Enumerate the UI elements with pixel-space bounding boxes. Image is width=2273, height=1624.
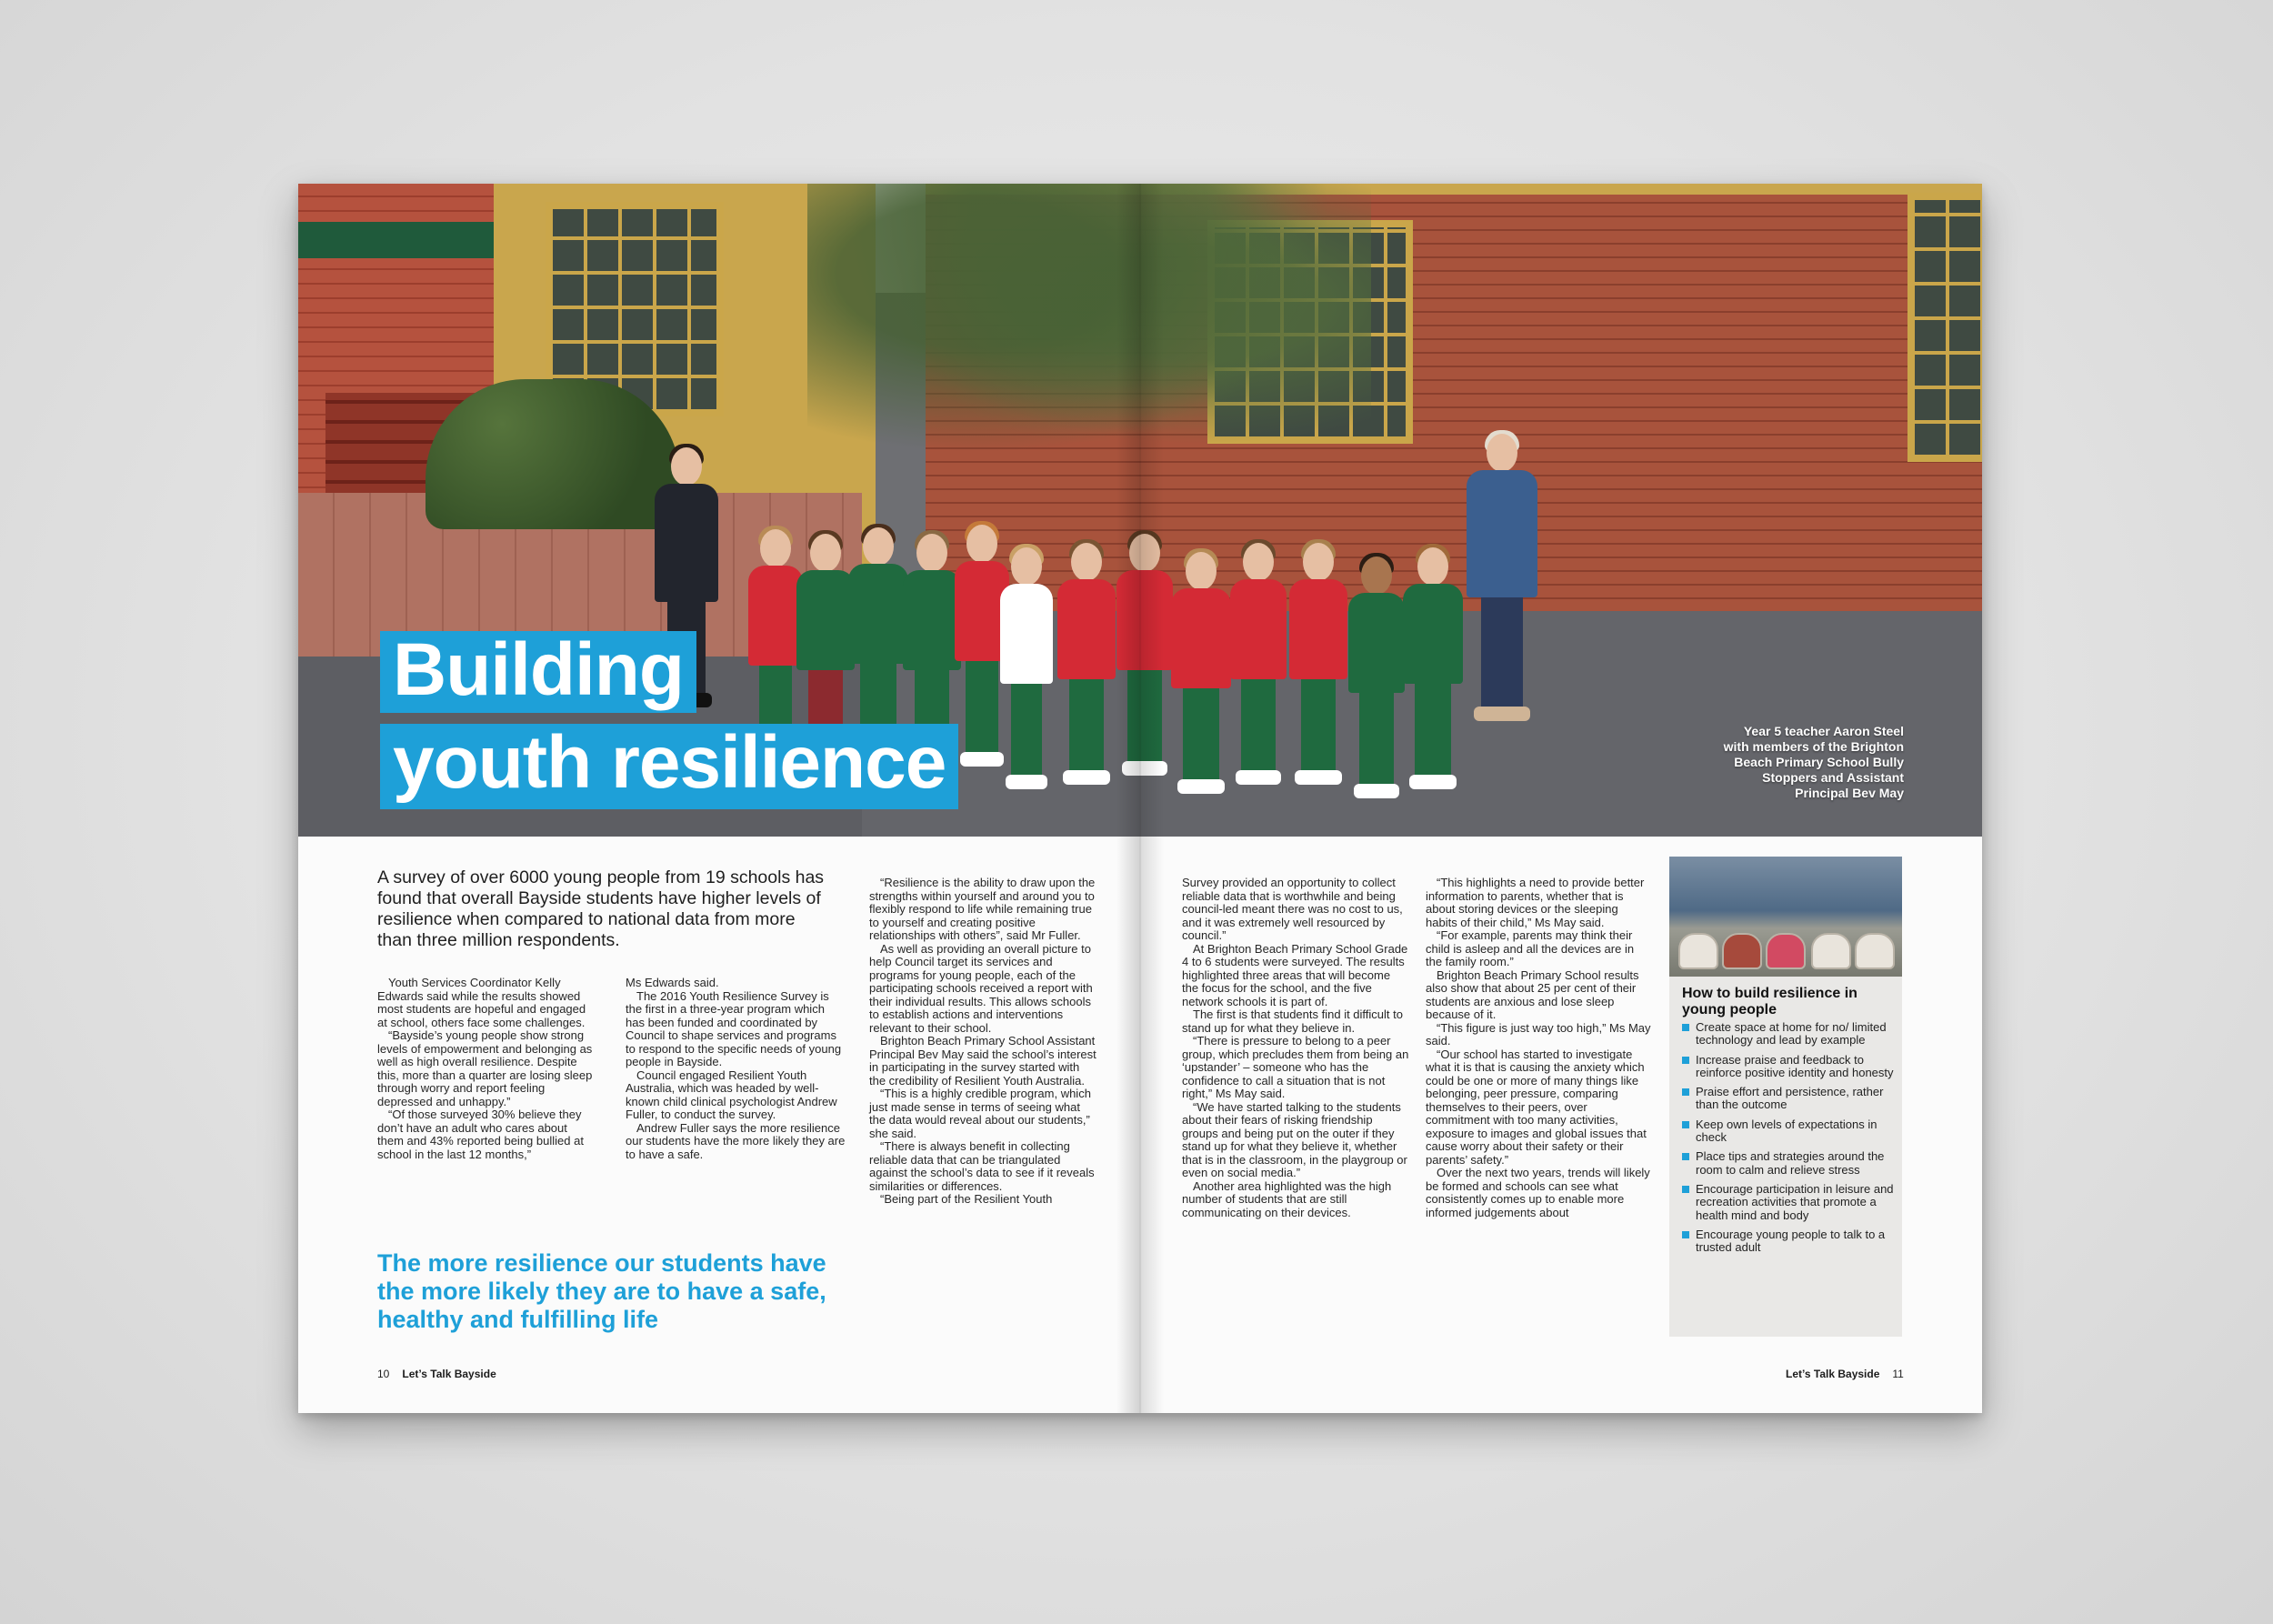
list-item [1682, 1183, 1897, 1222]
list-item [1682, 1150, 1897, 1177]
body-paragraph: “Bayside’s young people show strong levels of empowerment and belonging as well as high overall resilience. Despite this, more than a quarter are losing sleep through worry and report feeling depressed and unhappy.” [377, 1028, 593, 1108]
list-item [1682, 1021, 1897, 1048]
page-number-left: 10 [377, 1368, 390, 1380]
footer-left [377, 1368, 496, 1380]
square-bullet-icon [1682, 1153, 1689, 1160]
tips-sidebar [1669, 857, 1902, 1337]
pull-quote: The more resilience our students have the more likely they are to have a safe, healthy and fulfilling life [377, 1249, 826, 1333]
body-paragraph: Council engaged Resilient Youth Australia, which was headed by well-known child clinical psychologist Andrew Fuller, to conduct the survey. [626, 1068, 837, 1121]
sidebar-heading: How to build resilience in young people [1682, 986, 1857, 1018]
magazine-spread [298, 184, 1982, 1413]
tip-text: Encourage participation in leisure and recreation activities that promote a health mind and body [1696, 1181, 1894, 1222]
page-title-line-1: Building [380, 631, 696, 713]
body-paragraph: Over the next two years, trends will likely be formed and schools can see what consistently comes up to enable more informed judgements about [1426, 1166, 1650, 1219]
shoe-illustration [1766, 933, 1806, 969]
publication-name: Let’s Talk Bayside [402, 1368, 496, 1380]
shoe-illustration [1678, 933, 1718, 969]
square-bullet-icon [1682, 1057, 1689, 1064]
body-paragraph: “This figure is just way too high,” Ms May said. [1426, 1020, 1651, 1048]
photo-caption: Year 5 teacher Aaron Steel with members of the Brighton Beach Primary School Bully Stoppers and Assistant Principal Bev May [1723, 724, 1904, 800]
square-bullet-icon [1682, 1024, 1689, 1031]
tip-text: Keep own levels of expectations in check [1696, 1117, 1877, 1145]
list-item [1682, 1086, 1897, 1112]
photo-hedge [426, 379, 680, 529]
tip-text: Praise effort and persistence, rather than the outcome [1696, 1085, 1884, 1112]
photo-green-awning [298, 222, 494, 258]
body-paragraph: Survey provided an opportunity to collect reliable data that is worthwhile and being council-led meant there was no cost to us, and it was extremely well resourced by council.” [1182, 876, 1403, 942]
body-paragraph: “For example, parents may think their child is asleep and all the devices are in the family room.” [1426, 928, 1635, 968]
body-column-1 [377, 977, 596, 1161]
body-paragraph: “Of those surveyed 30% believe they don’t have an adult who cares about them and 43% reported being bullied at school in the last 12 months,” [377, 1108, 584, 1161]
list-item [1682, 1054, 1897, 1080]
square-bullet-icon [1682, 1088, 1689, 1096]
photo-window [1908, 193, 1982, 462]
body-paragraph: “We have started talking to the students about their fears of risking friendship groups and being put on the outer if they stand up for what they believe it, whether that is in the classroom, in the playgroup or even on social media.” [1182, 1099, 1407, 1179]
body-paragraph: Brighton Beach Primary School Assistant Principal Bev May said the school’s interest in participating in the survey started with the credibility of Resilient Youth Australia. [869, 1034, 1096, 1088]
body-paragraph: The 2016 Youth Resilience Survey is the first in a three-year program which has been funded and coordinated by Council to shape services and programs to respond to the specific needs of young people in Bayside. [626, 988, 842, 1068]
group-photo [298, 184, 1982, 837]
body-paragraph: Ms Edwards said. [626, 976, 719, 989]
publication-name: Let’s Talk Bayside [1786, 1368, 1880, 1380]
body-paragraph: “Our school has started to investigate what it is that is causing the anxiety which could be one or more of many things like belonging, peer pressure, comparing themselves to their peers, over commitment with too many activities, exposure to images and global issues that cause worry about their safety or their parents’ safety.” [1426, 1047, 1647, 1167]
square-bullet-icon [1682, 1121, 1689, 1128]
body-paragraph: Andrew Fuller says the more resilience our students have the more likely they are to have a safe. [626, 1120, 846, 1161]
body-paragraph: “Resilience is the ability to draw upon the strengths within yourself and around you to flexibly respond to life while remaining true to yourself and creating positive relationships with others”, said Mr Fuller. [869, 876, 1096, 942]
body-paragraph: “This highlights a need to provide better information to parents, whether that is about storing devices or the sleeping habits of their child,” Ms May said. [1426, 876, 1645, 929]
list-item [1682, 1228, 1897, 1255]
shoe-illustration [1811, 933, 1851, 969]
list-item [1682, 1118, 1897, 1145]
tip-text: Increase praise and feedback to reinforce positive identity and honesty [1696, 1052, 1894, 1079]
page-number-right: 11 [1892, 1368, 1904, 1380]
body-paragraph: “There is always benefit in collecting reliable data that can be triangulated against the school’s data to see if it reveals similarities or differences. [869, 1139, 1095, 1193]
body-paragraph: Brighton Beach Primary School results also show that about 25 per cent of their students are anxious and lose sleep because of it. [1426, 967, 1639, 1021]
tips-list [1682, 1021, 1897, 1260]
body-column-5 [1426, 877, 1653, 1219]
body-paragraph: As well as providing an overall picture to help Council target its services and programs for young people, each of the participating schools received a report with their individual results. This allows schools to establish actions and interventions relevant to their school. [869, 941, 1093, 1035]
square-bullet-icon [1682, 1231, 1689, 1238]
tip-text: Create space at home for no/ limited technology and lead by example [1696, 1020, 1887, 1048]
body-column-3 [869, 877, 1096, 1207]
shoe-illustration [1722, 933, 1762, 969]
body-column-4 [1182, 877, 1409, 1219]
body-paragraph: “This is a highly credible program, which just made sense in terms of seeing what the data would reveal about our students,” she said. [869, 1087, 1091, 1140]
body-paragraph: Youth Services Coordinator Kelly Edwards said while the results showed most students are hopeful and engaged at school, others face some challenges. [377, 976, 586, 1029]
tip-text: Place tips and strategies around the room to calm and relieve stress [1696, 1149, 1885, 1177]
page-title-line-2: youth resilience [380, 724, 958, 809]
body-paragraph: Another area highlighted was the high number of students that are still communicating on their devices. [1182, 1178, 1392, 1219]
photo-tree [807, 184, 1371, 484]
body-paragraph: At Brighton Beach Primary School Grade 4 to 6 students were surveyed. The results highlighted three areas that will become the focus for the school, and the five network schools it is part of. [1182, 941, 1408, 1008]
footer-right [1786, 1368, 1904, 1380]
sidebar-shoes-photo [1669, 857, 1902, 977]
shoe-illustration [1855, 933, 1895, 969]
body-paragraph: “Being part of the Resilient Youth [880, 1192, 1053, 1206]
body-paragraph: “There is pressure to belong to a peer group, which precludes them from being an ‘upstander’ – someone who has the confidence to call a situation that is not right,” Ms May said. [1182, 1034, 1409, 1100]
square-bullet-icon [1682, 1186, 1689, 1193]
tip-text: Encourage young people to talk to a trusted adult [1696, 1227, 1886, 1255]
body-paragraph: The first is that students find it difficult to stand up for what they believe in. [1182, 1007, 1403, 1035]
intro-paragraph: A survey of over 6000 young people from 19 schools has found that overall Bayside students have higher levels of resilience when compared to national data from more than three million respondents. [377, 867, 825, 950]
body-column-2 [626, 977, 846, 1161]
